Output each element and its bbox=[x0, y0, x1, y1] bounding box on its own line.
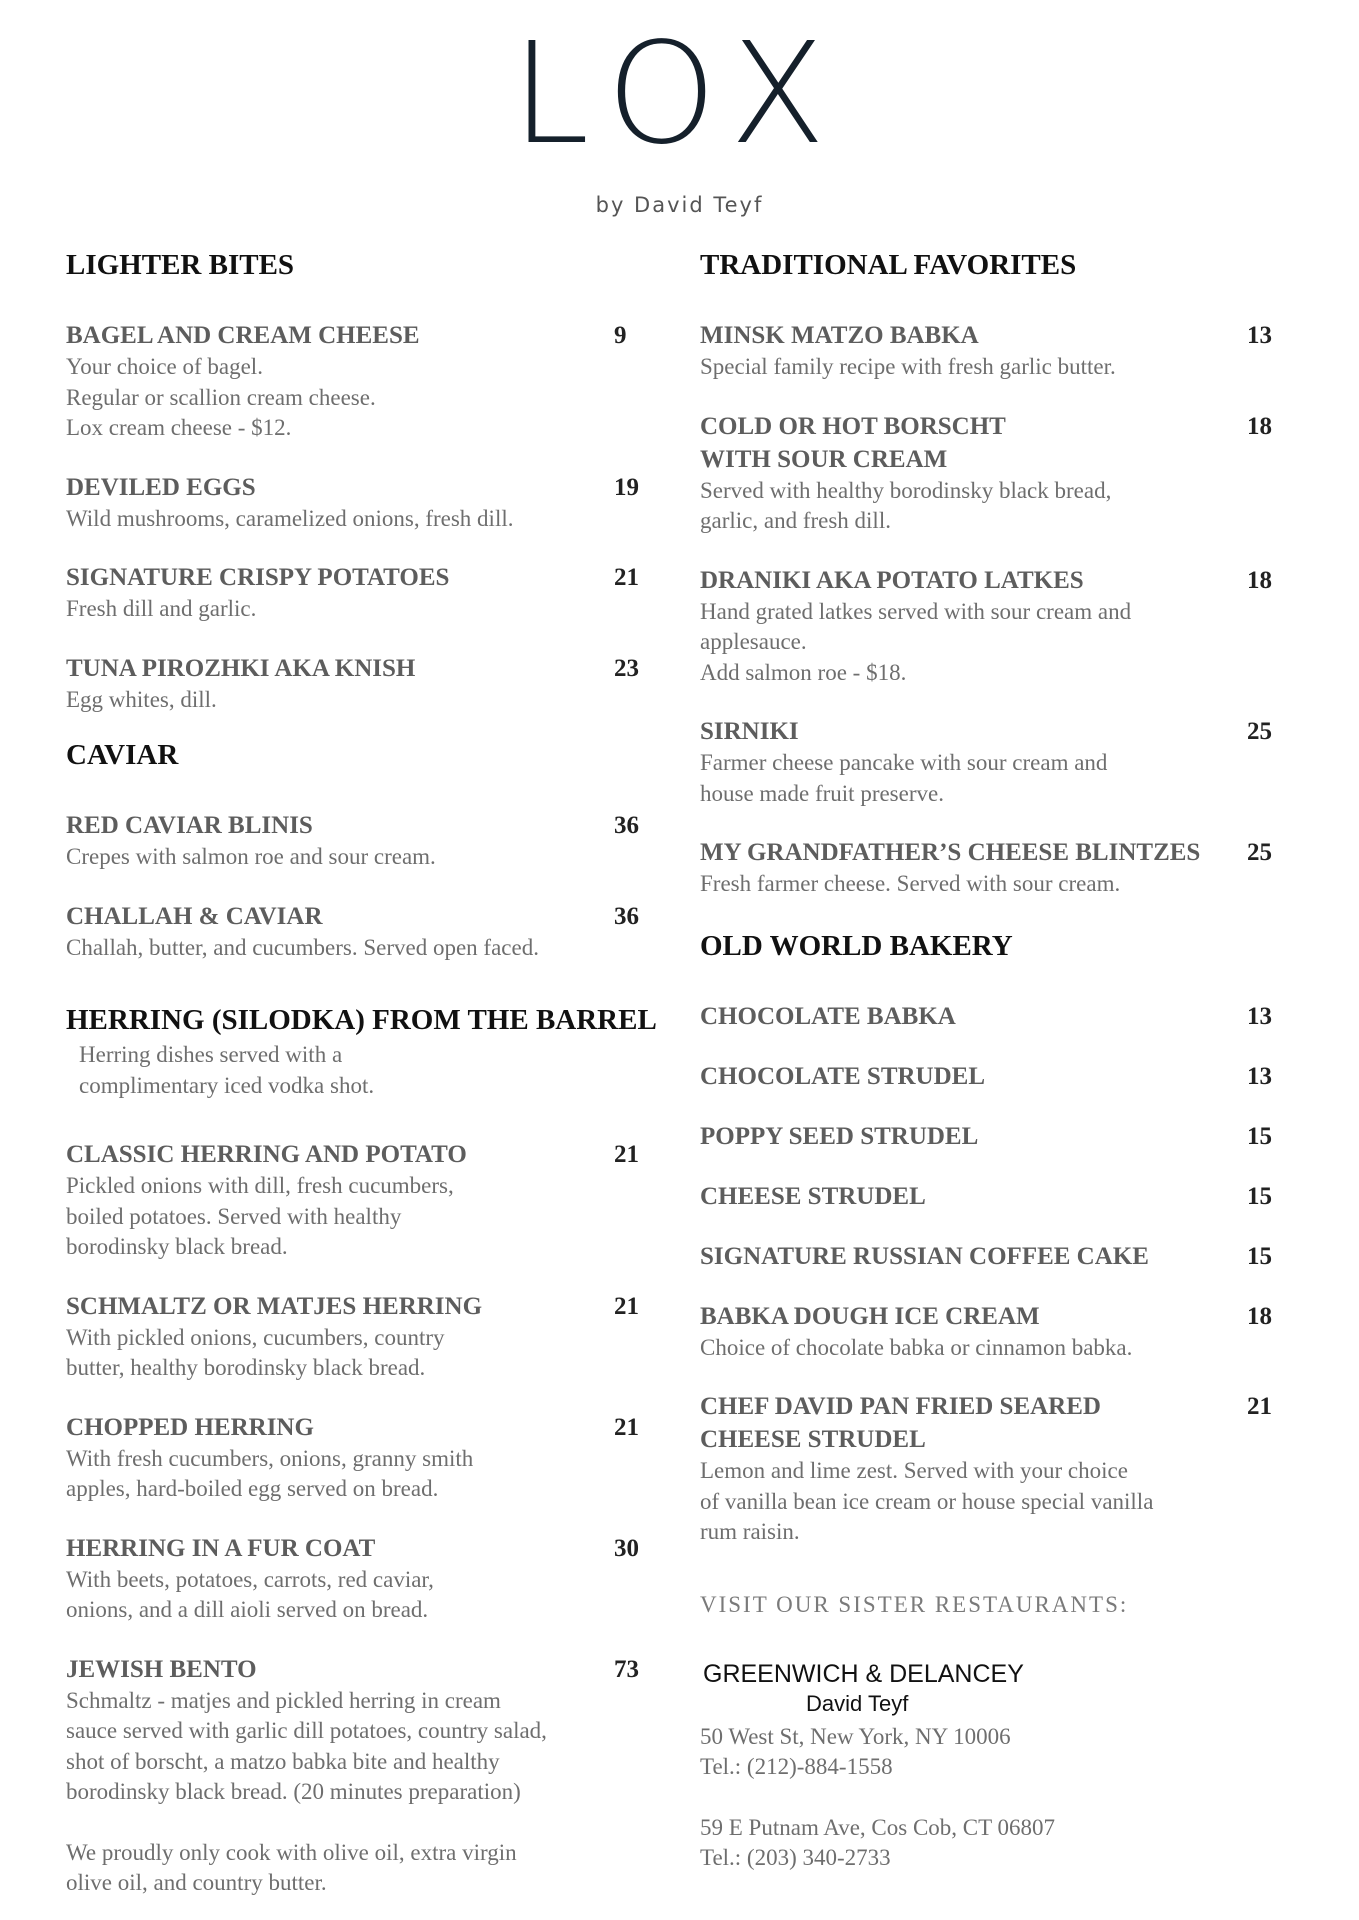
item-price: 36 bbox=[614, 902, 639, 930]
item-name: CHALLAH & CAVIAR bbox=[66, 902, 323, 930]
sister-location-1 bbox=[700, 1722, 1280, 1783]
item-price: 13 bbox=[1247, 1062, 1272, 1090]
item-name: CHOCOLATE STRUDEL bbox=[700, 1062, 986, 1090]
item-name: MINSK MATZO BABKA bbox=[700, 322, 979, 349]
item-desc: house made fruit preserve. bbox=[700, 780, 944, 806]
address-line: 50 West St, New York, NY 10006 bbox=[700, 1723, 1011, 1749]
left-column bbox=[66, 240, 657, 1899]
item-price: 23 bbox=[614, 654, 639, 682]
phone-line: Tel.: (212)-884-1558 bbox=[700, 1754, 893, 1779]
intro-line: complimentary iced vodka shot. bbox=[79, 1072, 375, 1098]
menu-item bbox=[66, 1411, 646, 1505]
item-price: 21 bbox=[614, 1141, 639, 1168]
menu-item bbox=[66, 809, 646, 873]
item-desc: Choice of chocolate babka or cinnamon babka. bbox=[700, 1334, 1133, 1360]
item-name: CHEESE STRUDEL bbox=[700, 1182, 926, 1210]
item-desc: Served with healthy borodinsky black bread, bbox=[700, 477, 1112, 503]
menu-item bbox=[66, 1138, 646, 1263]
item-desc: Special family recipe with fresh garlic butter. bbox=[700, 354, 1116, 379]
item-price: 9 bbox=[614, 322, 627, 349]
herring-intro bbox=[79, 1040, 646, 1101]
section-title-herring: HERRING (SILODKA) FROM THE BARREL bbox=[66, 1004, 657, 1036]
item-desc: With pickled onions, cucumbers, country bbox=[66, 1324, 445, 1350]
menu-item bbox=[700, 1300, 1280, 1364]
item-name: CHEF DAVID PAN FRIED SEARED bbox=[700, 1393, 1101, 1420]
item-name: CHOPPED HERRING bbox=[66, 1413, 314, 1441]
item-name: COLD OR HOT BORSCHT bbox=[700, 412, 1006, 440]
item-desc: Wild mushrooms, caramelized onions, fresh dill. bbox=[66, 505, 514, 531]
item-desc: shot of borscht, a matzo babka bite and healthy bbox=[66, 1748, 500, 1774]
menu-item bbox=[66, 561, 646, 625]
item-price: 21 bbox=[614, 1413, 639, 1441]
section-title-caviar: CAVIAR bbox=[66, 739, 179, 771]
item-name: RED CAVIAR BLINIS bbox=[66, 812, 313, 839]
item-desc: borodinsky black bread. bbox=[66, 1234, 288, 1259]
item-name: TUNA PIROZHKI AKA KNISH bbox=[66, 654, 416, 682]
item-desc: Challah, butter, and cucumbers. Served open faced. bbox=[66, 934, 539, 960]
menu-item bbox=[66, 1653, 646, 1808]
sister-restaurants-heading: VISIT OUR SISTER RESTAURANTS: bbox=[700, 1591, 1129, 1617]
item-name: SIGNATURE RUSSIAN COFFEE CAKE bbox=[700, 1242, 1149, 1270]
item-desc: apples, hard-boiled egg served on bread. bbox=[66, 1476, 439, 1501]
footer-note bbox=[66, 1838, 646, 1899]
item-desc: Pickled onions with dill, fresh cucumbers, bbox=[66, 1173, 454, 1198]
item-name: SCHMALTZ OR MATJES HERRING bbox=[66, 1292, 483, 1320]
menu-item bbox=[700, 1240, 1280, 1273]
item-desc: onions, and a dill aioli served on bread. bbox=[66, 1597, 429, 1622]
item-desc: Your choice of bagel. bbox=[66, 354, 263, 379]
menu-item bbox=[700, 1390, 1280, 1548]
item-desc: Hand grated latkes served with sour cream and bbox=[700, 598, 1132, 624]
menu-item bbox=[700, 319, 1280, 383]
footer-line: olive oil, and country butter. bbox=[66, 1870, 327, 1895]
menu-item bbox=[66, 900, 646, 964]
item-price: 13 bbox=[1247, 1002, 1272, 1030]
item-name: SIGNATURE CRISPY POTATOES bbox=[66, 564, 450, 591]
item-name-line2: CHEESE STRUDEL bbox=[700, 1426, 926, 1453]
item-desc: With beets, potatoes, carrots, red caviar, bbox=[66, 1566, 434, 1592]
item-price: 18 bbox=[1247, 1302, 1272, 1330]
menu-item bbox=[700, 1180, 1280, 1213]
phone-line: Tel.: (203) 340-2733 bbox=[700, 1845, 891, 1870]
item-price: 21 bbox=[614, 564, 639, 591]
section-title-bakery: OLD WORLD BAKERY bbox=[700, 929, 1013, 962]
item-name: SIRNIKI bbox=[700, 718, 799, 745]
item-name: CLASSIC HERRING AND POTATO bbox=[66, 1141, 467, 1168]
menu-item bbox=[700, 1120, 1280, 1153]
menu-item bbox=[66, 319, 646, 444]
menu-item bbox=[66, 1290, 646, 1384]
item-price: 15 bbox=[1247, 1122, 1272, 1150]
item-price: 30 bbox=[614, 1534, 639, 1562]
item-name: HERRING IN A FUR COAT bbox=[66, 1534, 376, 1562]
byline: by David Teyf bbox=[595, 193, 764, 217]
item-desc: Add salmon roe - $18. bbox=[700, 659, 907, 685]
section-title-traditional: TRADITIONAL FAVORITES bbox=[700, 249, 1077, 281]
item-desc: borodinsky black bread. (20 minutes preparation) bbox=[66, 1779, 521, 1804]
item-desc: Fresh farmer cheese. Served with sour cream. bbox=[700, 871, 1121, 896]
item-price: 21 bbox=[1247, 1393, 1272, 1420]
item-price: 73 bbox=[614, 1655, 639, 1683]
item-desc: garlic, and fresh dill. bbox=[700, 508, 891, 533]
item-desc: Schmaltz - matjes and pickled herring in cream bbox=[66, 1687, 501, 1713]
footer-line: We proudly only cook with olive oil, extra virgin bbox=[66, 1839, 517, 1865]
menu-item bbox=[700, 1060, 1280, 1093]
menu-item bbox=[700, 410, 1280, 537]
menu-item bbox=[66, 1532, 646, 1626]
menu-item bbox=[700, 836, 1280, 900]
item-desc: rum raisin. bbox=[700, 1519, 800, 1544]
sister-restaurant-owner: David Teyf bbox=[806, 1690, 909, 1716]
item-price: 13 bbox=[1247, 322, 1272, 349]
item-name-line2: WITH SOUR CREAM bbox=[700, 445, 948, 473]
item-desc: sauce served with garlic dill potatoes, country salad, bbox=[66, 1718, 547, 1743]
menu-item bbox=[700, 1000, 1280, 1033]
item-name: CHOCOLATE BABKA bbox=[700, 1002, 956, 1030]
item-desc: butter, healthy borodinsky black bread. bbox=[66, 1355, 426, 1380]
menu-item bbox=[66, 471, 646, 535]
sister-location-2 bbox=[700, 1813, 1280, 1874]
item-name: POPPY SEED STRUDEL bbox=[700, 1122, 979, 1150]
item-name: MY GRANDFATHER’S CHEESE BLINTZES bbox=[700, 839, 1201, 866]
lox-logo: LOX bbox=[511, 13, 848, 176]
item-desc: Egg whites, dill. bbox=[66, 686, 217, 712]
item-price: 15 bbox=[1247, 1242, 1272, 1270]
item-desc: With fresh cucumbers, onions, granny smith bbox=[66, 1445, 474, 1471]
item-desc: Lox cream cheese - $12. bbox=[66, 415, 292, 440]
item-price: 18 bbox=[1247, 566, 1272, 594]
item-price: 25 bbox=[1247, 839, 1272, 866]
menu-item bbox=[700, 715, 1280, 809]
menu-item bbox=[66, 652, 646, 716]
item-desc: applesauce. bbox=[700, 629, 807, 654]
item-desc: Farmer cheese pancake with sour cream and bbox=[700, 750, 1108, 775]
item-price: 19 bbox=[614, 473, 639, 501]
item-name: JEWISH BENTO bbox=[66, 1655, 257, 1683]
item-price: 15 bbox=[1247, 1182, 1272, 1210]
item-price: 18 bbox=[1247, 412, 1272, 440]
menu-item bbox=[700, 564, 1280, 689]
item-name: BABKA DOUGH ICE CREAM bbox=[700, 1302, 1040, 1330]
item-name: BAGEL AND CREAM CHEESE bbox=[66, 322, 420, 349]
item-desc: boiled potatoes. Served with healthy bbox=[66, 1203, 402, 1229]
item-desc: of vanilla bean ice cream or house special vanilla bbox=[700, 1488, 1154, 1514]
item-desc: Regular or scallion cream cheese. bbox=[66, 384, 376, 410]
intro-line: Herring dishes served with a bbox=[79, 1042, 343, 1067]
item-name: DRANIKI AKA POTATO LATKES bbox=[700, 566, 1084, 594]
item-desc: Fresh dill and garlic. bbox=[66, 596, 257, 621]
item-name: DEVILED EGGS bbox=[66, 473, 256, 501]
item-price: 36 bbox=[614, 812, 639, 839]
item-price: 25 bbox=[1247, 718, 1272, 745]
item-price: 21 bbox=[614, 1292, 639, 1320]
sister-restaurant-name: GREENWICH & DELANCEY bbox=[703, 1659, 1024, 1688]
item-desc: Lemon and lime zest. Served with your choice bbox=[700, 1458, 1128, 1483]
right-column bbox=[700, 240, 1280, 1874]
item-desc: Crepes with salmon roe and sour cream. bbox=[66, 844, 436, 869]
section-title-lighter-bites: LIGHTER BITES bbox=[66, 249, 295, 281]
address-line: 59 E Putnam Ave, Cos Cob, CT 06807 bbox=[700, 1814, 1056, 1840]
